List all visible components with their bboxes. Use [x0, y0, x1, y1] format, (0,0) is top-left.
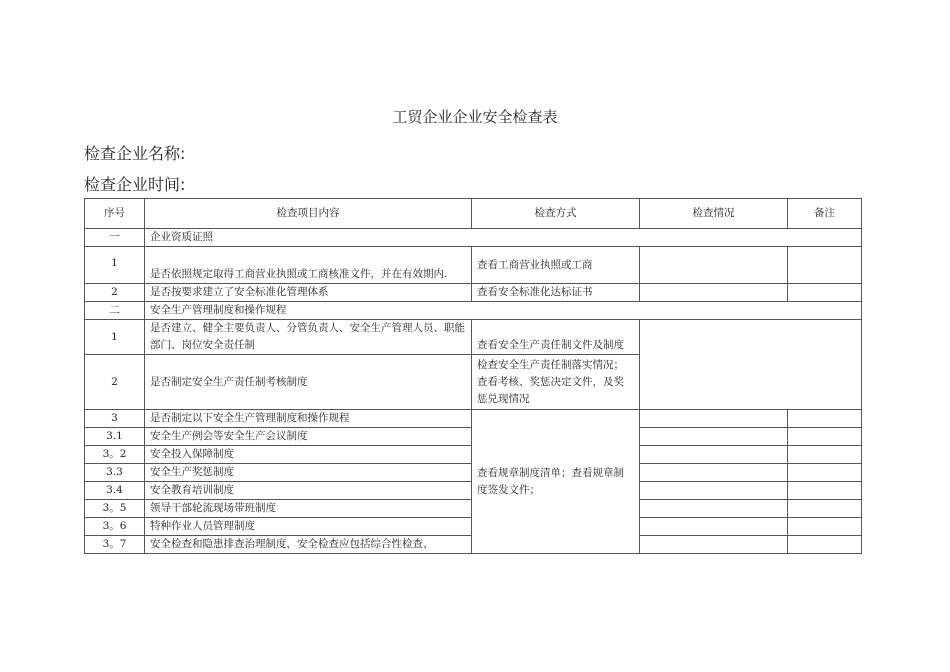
table-row	[85, 229, 862, 247]
row-no: 1	[85, 320, 145, 355]
row-remarks[interactable]	[788, 284, 862, 302]
table-row	[85, 284, 862, 302]
row-content: 安全生产例会等安全生产会议制度	[145, 428, 472, 446]
row-no: 二	[85, 302, 145, 320]
table-row	[85, 410, 862, 428]
row-status[interactable]	[640, 518, 788, 536]
row-content: 是否制定安全生产责任制考核制度	[145, 355, 472, 410]
row-content: 安全检查和隐患排查治理制度，安全检查应包括综合性检查、	[145, 536, 472, 554]
table-row	[85, 247, 862, 284]
row-status[interactable]	[640, 464, 788, 482]
document-title: 工贸企业企业安全检查表	[392, 108, 558, 126]
row-content: 企业资质证照	[145, 229, 472, 247]
row-no: 3。7	[85, 536, 145, 554]
row-content: 安全投入保障制度	[145, 446, 472, 464]
row-status[interactable]	[640, 536, 788, 554]
row-status[interactable]	[640, 500, 788, 518]
row-no: 3.3	[85, 464, 145, 482]
row-status[interactable]	[640, 410, 788, 428]
row-no: 一	[85, 229, 145, 247]
row-no: 3	[85, 410, 145, 428]
row-content: 是否制定以下安全生产管理制度和操作规程	[145, 410, 472, 428]
row-remarks[interactable]	[788, 446, 862, 464]
row-no: 3。2	[85, 446, 145, 464]
row-status-blank[interactable]	[640, 320, 862, 355]
table-header-row	[85, 199, 862, 229]
row-content: 是否按要求建立了安全标准化管理体系	[145, 284, 472, 302]
row-method: 查看安全生产责任制文件及制度	[472, 320, 640, 355]
row-method: 查看规章制度清单；查看规章制度签发文件；	[472, 410, 640, 554]
row-method: 检查安全生产责任制落实情况；查看考核、奖惩决定文件，及奖惩兑现情况	[472, 355, 640, 410]
header-method: 检查方式	[472, 199, 640, 229]
header-remarks: 备注	[788, 199, 862, 229]
table-row	[85, 320, 862, 355]
table-row	[85, 355, 862, 410]
row-remarks[interactable]	[788, 410, 862, 428]
company-name-label: 检查企业名称:	[84, 144, 186, 163]
row-blank	[472, 229, 862, 247]
row-no: 2	[85, 355, 145, 410]
row-remarks[interactable]	[788, 500, 862, 518]
table-row	[85, 302, 862, 320]
row-no: 3。5	[85, 500, 145, 518]
row-content: 是否依照规定取得工商营业执照或工商核准文件，并在有效期内.	[145, 247, 472, 284]
row-remarks[interactable]	[788, 482, 862, 500]
check-time-label: 检查企业时间:	[84, 175, 186, 194]
row-method: 查看工商营业执照或工商	[472, 247, 640, 284]
row-remarks[interactable]	[788, 428, 862, 446]
row-status[interactable]	[640, 284, 788, 302]
row-remarks[interactable]	[788, 518, 862, 536]
header-content: 检查项目内容	[145, 199, 472, 229]
row-content: 安全教育培训制度	[145, 482, 472, 500]
row-no: 3.4	[85, 482, 145, 500]
row-status-blank[interactable]	[640, 355, 862, 410]
row-content: 特种作业人员管理制度	[145, 518, 472, 536]
row-no: 3。6	[85, 518, 145, 536]
header-status: 检查情况	[640, 199, 788, 229]
row-no: 1	[85, 247, 145, 284]
row-status[interactable]	[640, 428, 788, 446]
inspection-table	[84, 198, 862, 554]
row-method: 查看安全标准化达标证书	[472, 284, 640, 302]
row-status[interactable]	[640, 446, 788, 464]
row-remarks[interactable]	[788, 464, 862, 482]
row-content: 领导干部轮流现场带班制度	[145, 500, 472, 518]
row-remarks[interactable]	[788, 536, 862, 554]
row-status[interactable]	[640, 247, 788, 284]
row-blank	[472, 302, 862, 320]
header-no: 序号	[85, 199, 145, 229]
row-content: 安全生产奖惩制度	[145, 464, 472, 482]
row-no: 2	[85, 284, 145, 302]
row-no: 3.1	[85, 428, 145, 446]
row-content: 是否建立、健全主要负责人、分管负责人、安全生产管理人员、职能部门、岗位安全责任制	[145, 320, 472, 355]
row-status[interactable]	[640, 482, 788, 500]
row-remarks[interactable]	[788, 247, 862, 284]
row-content: 安全生产管理制度和操作规程	[145, 302, 472, 320]
